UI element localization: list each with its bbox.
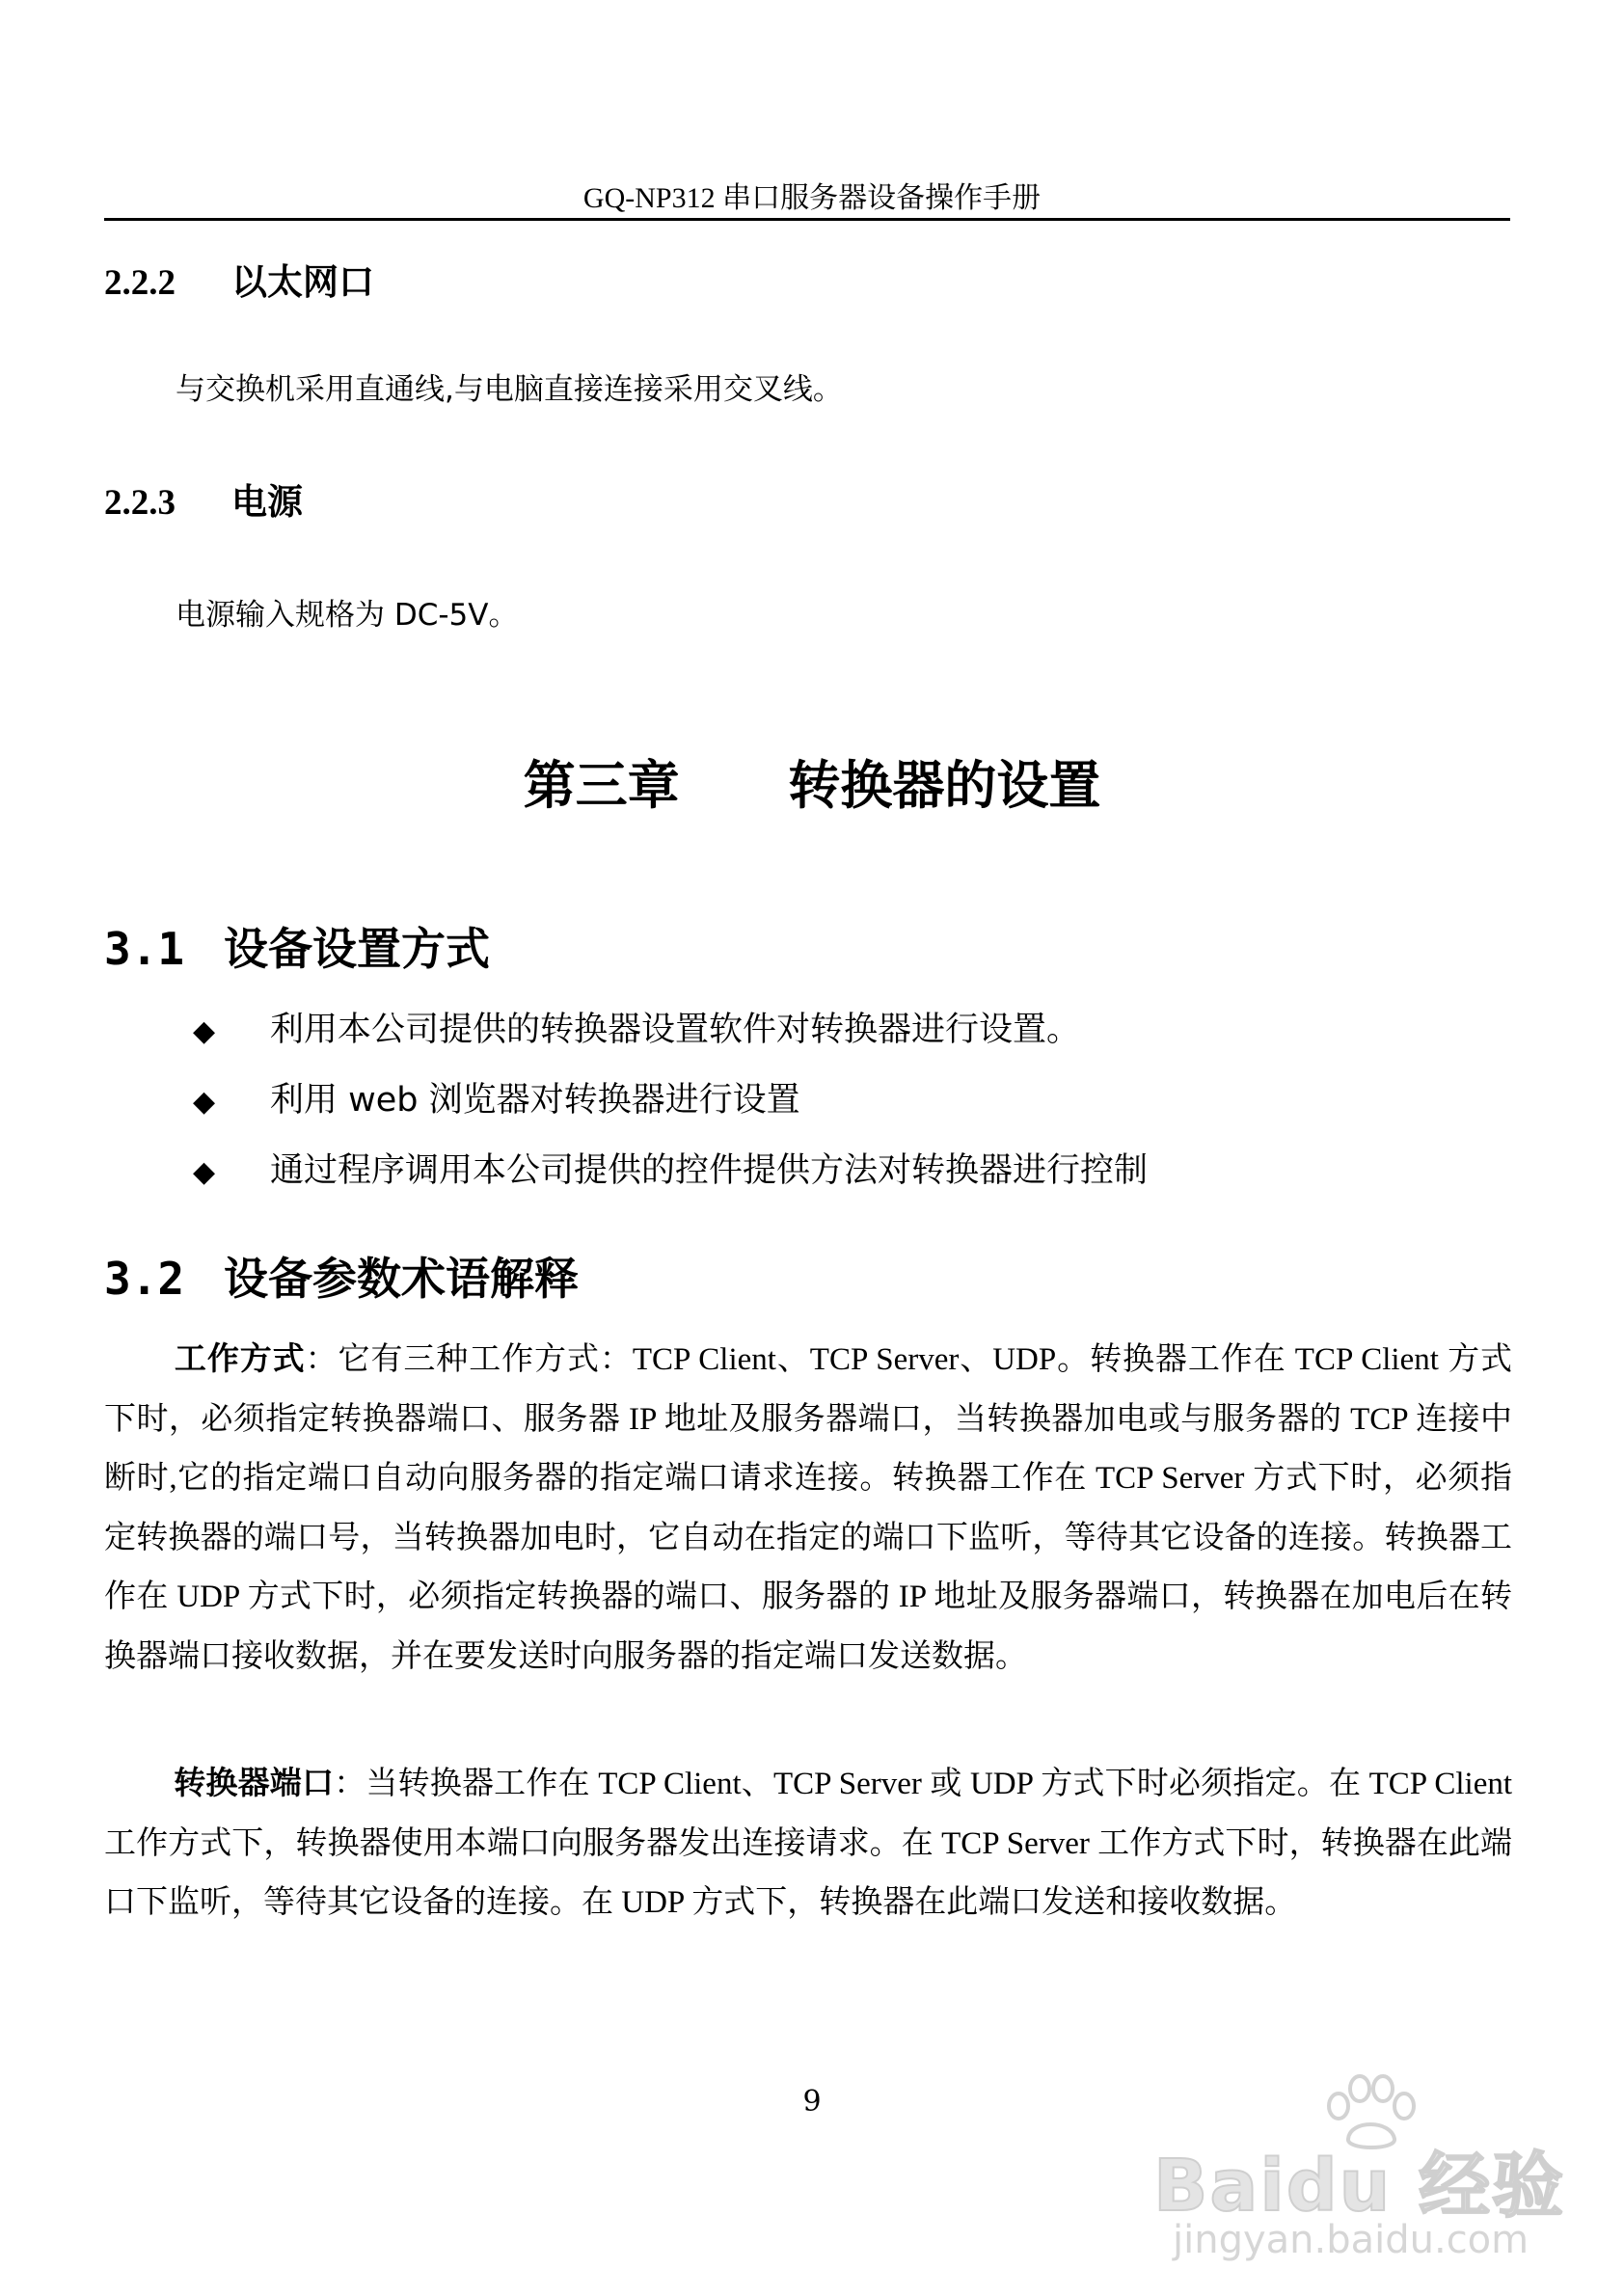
section-heading-2-2-3 bbox=[104, 473, 303, 525]
section-heading-3-1 bbox=[104, 914, 490, 978]
section-title: 设备设置方式 bbox=[224, 923, 490, 975]
list-item bbox=[193, 1073, 1148, 1144]
section-number: 2.2.2 bbox=[104, 263, 176, 303]
power-text: 电源输入规格为 DC-5V。 bbox=[176, 598, 519, 633]
converter-port-paragraph bbox=[104, 1753, 1512, 1933]
term-definition: ：它有三种工作方式：TCP Client、TCP Server、UDP。转换器工作在 TCP Client 方式下时，必须指定转换器端口、服务器 IP 地址及服务器端口，当转换器加电或与服务器的 TCP 连接中断时,它的指定端口自动向服务器的指定端口请求连接。转换器工作在 TCP Server 方式下时，必须指定转换器的端口号，当转换器加电时，它自动在指定的端口下监听，等待其它设备的连接。转换器工作在 UDP 方式下时，必须指定转换器的端口、服务器的 IP 地址及服务器端口，转换器在加电后在转换器端口接收数据，并在要发送时向服务器的指定端口发送数据。 bbox=[104, 1342, 1513, 1674]
term-label: 转换器端口 bbox=[174, 1764, 335, 1801]
section-title: 以太网口 bbox=[231, 261, 374, 303]
diamond-bullet-icon: ◆ bbox=[193, 1155, 216, 1189]
list-item-text: 利用 web 浏览器对转换器进行设置 bbox=[270, 1081, 800, 1120]
term-label: 工作方式 bbox=[174, 1339, 306, 1377]
work-mode-paragraph bbox=[104, 1329, 1512, 1687]
section-heading-3-2 bbox=[104, 1244, 579, 1308]
list-item bbox=[193, 1003, 1148, 1073]
chapter-title: 第三章 转换器的设置 bbox=[523, 755, 1101, 816]
diamond-bullet-icon: ◆ bbox=[193, 1085, 216, 1119]
watermark-logo-text: Baidu 经验 bbox=[1153, 2145, 1566, 2228]
baidu-watermark bbox=[1144, 2073, 1566, 2276]
ethernet-port-text: 与交换机采用直通线,与电脑直接连接采用交叉线。 bbox=[176, 372, 843, 407]
watermark-url: jingyan.baidu.com bbox=[1173, 2218, 1529, 2262]
list-item-text: 通过程序调用本公司提供的控件提供方法对转换器进行控制 bbox=[270, 1151, 1149, 1190]
term-definition: ：当转换器工作在 TCP Client、TCP Server 或 UDP 方式下时必须指定。在 TCP Client 工作方式下，转换器使用本端口向服务器发出连接请求。在 TCP Server 工作方式下时，转换器在此端口下监听，等待其它设备的连接。在 UDP 方式下，转换器在此端口发送和接收数据。 bbox=[104, 1767, 1513, 1920]
section-title: 电源 bbox=[231, 481, 303, 523]
section-number: 3.2 bbox=[104, 1253, 185, 1305]
header-divider bbox=[104, 218, 1510, 221]
section-heading-2-2-2 bbox=[104, 253, 374, 305]
section-title: 设备参数术语解释 bbox=[224, 1253, 579, 1305]
setup-method-list bbox=[193, 1003, 1148, 1214]
diamond-bullet-icon: ◆ bbox=[193, 1014, 216, 1048]
page-header-title: GQ-NP312 串口服务器设备操作手册 bbox=[582, 182, 1042, 214]
section-number: 3.1 bbox=[104, 923, 185, 975]
list-item bbox=[193, 1144, 1148, 1214]
section-number: 2.2.3 bbox=[104, 483, 176, 523]
list-item-text: 利用本公司提供的转换器设置软件对转换器进行设置。 bbox=[270, 1011, 1081, 1049]
page-number: 9 bbox=[802, 2085, 822, 2119]
